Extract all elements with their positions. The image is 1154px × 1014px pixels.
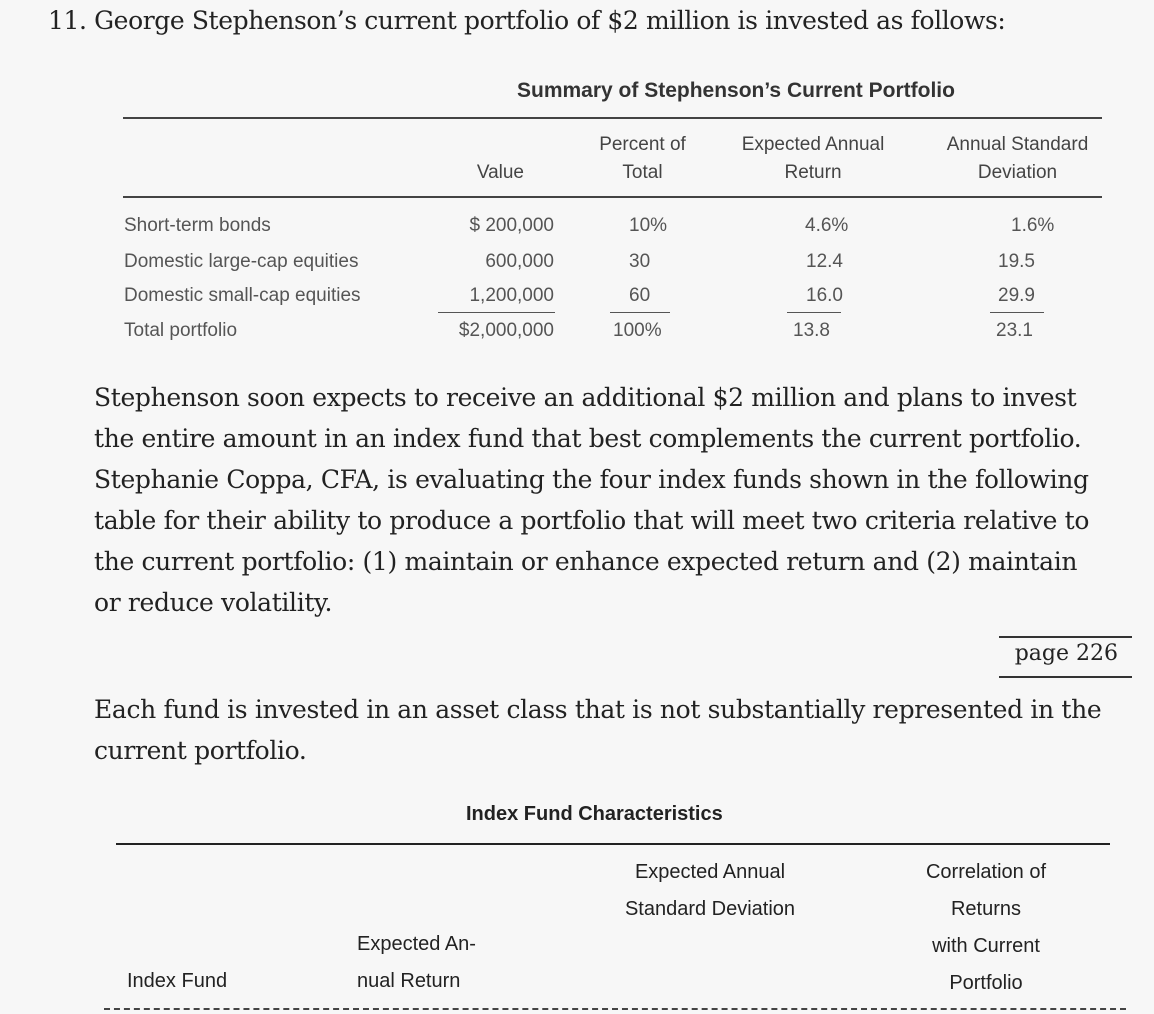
header-correlation: Correlation of Returns with Current Portfolio	[925, 861, 1047, 994]
summary-header-rule	[123, 196, 1102, 198]
row-percent: 30	[629, 251, 651, 272]
row-label: Domestic large-cap equities	[124, 251, 359, 272]
row-value: $2,000,000	[458, 320, 554, 341]
subtotal-rule-return	[787, 312, 841, 313]
page-ref-top-rule	[999, 636, 1132, 638]
page-ref-bottom-rule	[999, 676, 1132, 678]
row-percent: 10%	[629, 215, 668, 236]
row-return: 16.0	[806, 285, 843, 306]
page-reference: page 226	[1014, 641, 1118, 666]
header-expected-sd: Expected Annual Standard Deviation	[624, 861, 796, 920]
row-value: 600,000	[485, 251, 554, 272]
index-top-rule	[116, 843, 1110, 845]
row-value: 1,200,000	[469, 285, 554, 306]
question-text: 11. George Stephenson’s current portfolio of $2 million is invested as follows:	[48, 6, 1006, 35]
row-percent: 60	[629, 285, 651, 306]
row-label: Short-term bonds	[124, 215, 271, 236]
subtotal-rule-sd	[990, 312, 1044, 313]
header-sd: Annual Standard Deviation	[946, 134, 1089, 183]
row-value: $ 200,000	[469, 215, 554, 236]
row-return: 12.4	[806, 251, 843, 272]
summary-table-title: Summary of Stephenson’s Current Portfolio	[517, 79, 955, 102]
header-return: Expected Annual Return	[741, 134, 885, 183]
row-sd: 23.1	[996, 320, 1033, 341]
paragraph-intro: Stephenson soon expects to receive an additional $2 million and plans to invest the entire amount in an index fund that best complements the current portfolio. Stephanie Coppa, CFA, is evaluating the four index funds shown in the following table for their ability to produce a portfolio that will meet two criteria relative to the current portfolio: (1) maintain or enhance expected return and (2) maintain or reduce volatility.	[94, 383, 1090, 617]
paragraph-asset-class: Each fund is invested in an asset class that is not substantially represented in the current portfolio.	[94, 695, 1102, 765]
row-return: 4.6%	[805, 215, 849, 236]
row-sd: 19.5	[998, 251, 1035, 272]
header-percent: Percent of Total	[599, 134, 686, 183]
row-return: 13.8	[793, 320, 830, 341]
row-sd: 1.6%	[1011, 215, 1055, 236]
summary-top-rule	[123, 117, 1102, 119]
row-label: Domestic small-cap equities	[124, 285, 361, 306]
row-label: Total portfolio	[124, 320, 238, 341]
index-header-dashed-rule	[104, 1008, 1126, 1010]
row-sd: 29.9	[998, 285, 1035, 306]
header-expected-return: Expected An- nual Return	[357, 933, 476, 992]
header-index-fund: Index Fund	[127, 970, 228, 992]
subtotal-rule-percent	[610, 312, 670, 313]
index-table-title: Index Fund Characteristics	[466, 803, 723, 825]
header-value: Value	[476, 162, 524, 183]
row-percent: 100%	[613, 320, 662, 341]
subtotal-rule-value	[438, 312, 555, 313]
